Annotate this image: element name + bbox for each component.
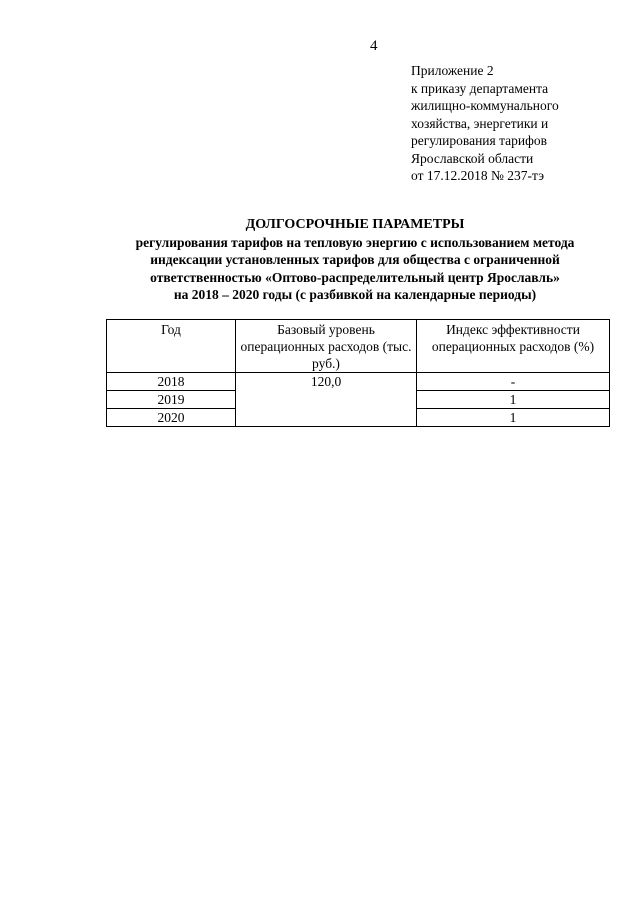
cell-year: 2020 bbox=[107, 409, 236, 427]
appendix-line: от 17.12.2018 № 237-тэ bbox=[411, 168, 545, 183]
appendix-line: Приложение 2 bbox=[411, 63, 494, 78]
appendix-line: хозяйства, энергетики и bbox=[411, 115, 549, 131]
title-line: на 2018 – 2020 годы (с разбивкой на календарные периоды) bbox=[173, 287, 537, 302]
table-row bbox=[107, 373, 610, 391]
appendix-reference bbox=[411, 62, 559, 185]
title-main: ДОЛГОСРОЧНЫЕ ПАРАМЕТРЫ bbox=[245, 217, 465, 232]
document-title bbox=[90, 216, 620, 304]
cell-year: 2019 bbox=[107, 391, 236, 409]
appendix-line: регулирования тарифов bbox=[411, 133, 548, 148]
header-efficiency-index: Индекс эффективности операционных расходов (%) bbox=[417, 320, 610, 373]
title-line: регулирования тарифов на тепловую энергию с использованием метода bbox=[135, 234, 575, 250]
cell-base-level: 120,0 bbox=[236, 373, 417, 427]
cell-index: 1 bbox=[417, 391, 610, 409]
table-header-row bbox=[107, 320, 610, 373]
cell-index: 1 bbox=[417, 409, 610, 427]
appendix-line: Ярославской области bbox=[411, 150, 534, 166]
appendix-line: к приказу департамента bbox=[411, 80, 549, 96]
page-number: 4 bbox=[370, 38, 378, 54]
header-base-level: Базовый уровень операционных расходов (тыс. руб.) bbox=[236, 320, 417, 373]
cell-year: 2018 bbox=[107, 373, 236, 391]
appendix-line: жилищно-коммунального bbox=[411, 98, 559, 113]
title-line: индексации установленных тарифов для общества с ограниченной bbox=[150, 252, 560, 267]
title-line: ответственностью «Оптово-распределительный центр Ярославль» bbox=[150, 269, 560, 285]
parameters-table bbox=[106, 319, 610, 427]
header-year: Год bbox=[107, 320, 236, 373]
cell-index: - bbox=[417, 373, 610, 391]
